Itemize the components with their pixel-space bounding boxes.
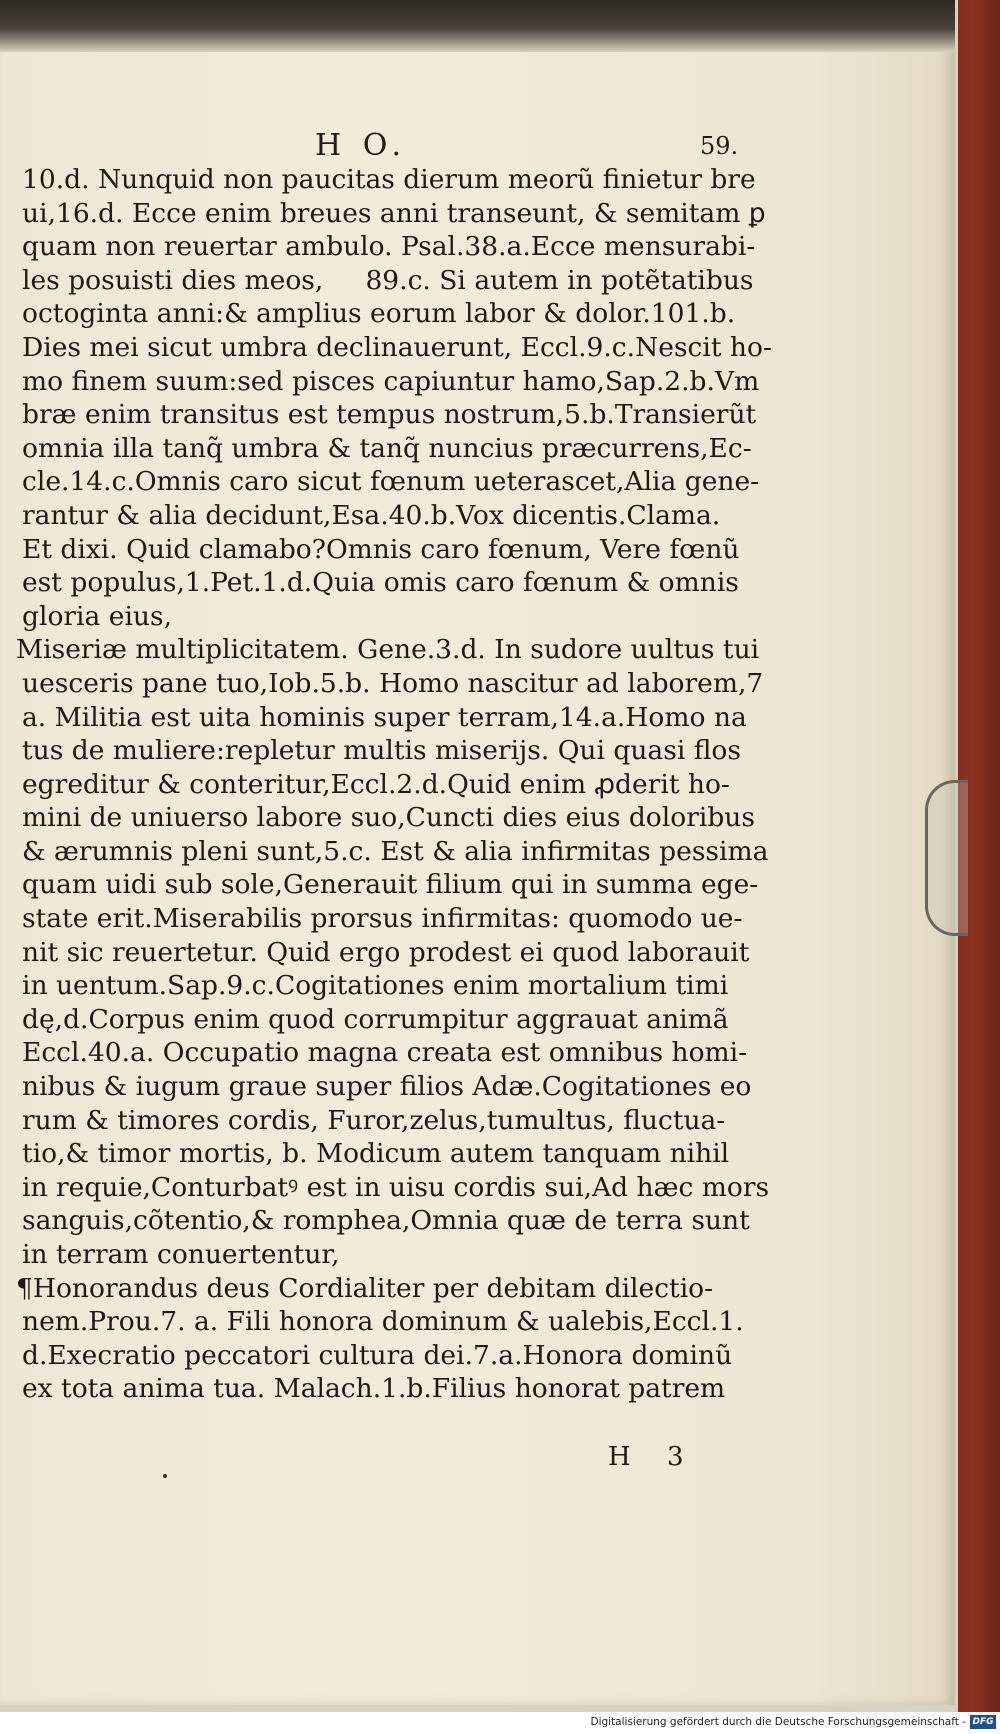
text-line: nit sic reuertetur. Quid ergo prodest ei quod laborauit [22,936,750,968]
dfg-logo: DFG [970,1715,996,1729]
digitization-credit: Digitalisierung gefördert durch die Deutsche Forschungsgemeinschaft - [590,1716,966,1728]
ink-dot [163,1474,167,1478]
text-line: uesceris pane tuo,Iob.5.b. Homo nascitur ad laborem,7 [22,667,764,699]
text-line: Eccl.40.a. Occupatio magna creata est omnibus homi- [22,1037,748,1069]
text-line: quam non reuertar ambulo. Psal.38.a.Ecce mensurabi- [22,231,756,263]
text-line: d.Execratio peccatori cultura dei.7.a.Honora dominũ [22,1339,733,1371]
text-line: cle.14.c.Omnis caro sicut fœnum ueterascet,Alia gene- [22,466,760,498]
text-line: mini de uniuerso labore suo,Cuncti dies eius doloribus [22,802,755,834]
text-line: Et dixi. Quid clamabo?Omnis caro fœnum, Vere fœnũ [22,533,740,565]
text-line: omnia illa tanq̃ umbra & tanq̃ nuncius præcurrens,Ec- [22,432,752,464]
text-line: & ærumnis pleni sunt,5.c. Est & alia infirmitas pessima [22,835,769,867]
running-head: H O. [315,128,408,163]
previous-page-shadow [0,0,955,52]
text-line: octoginta anni:& amplius eorum labor & dolor.101.b. [22,298,736,330]
text-line: in uentum.Sap.9.c.Cogitationes enim mortalium timi [22,970,729,1002]
page-body [16,163,797,1406]
page-number: 59. [700,132,739,160]
signature-mark: H 3 [608,1442,698,1472]
text-line: tio,& timor mortis, b. Modicum autem tanquam nihil [22,1138,730,1170]
page-header [0,128,955,168]
text-line: Miseriæ multiplicitatem. Gene.3.d. In sudore uultus tui [16,634,760,666]
text-line: nem.Prou.7. a. Fili honora dominum & ualebis,Eccl.1. [22,1306,744,1338]
text-line: sanguis,cõtentio,& romphea,Omnia quæ de terra sunt [22,1205,750,1237]
text-line: tus de muliere:repletur multis miserijs. Qui quasi flos [22,735,741,767]
text-line: gloria eius, [22,600,173,632]
text-line: dę,d.Corpus enim quod corrumpitur aggrauat animã [22,1003,729,1035]
text-line: state erit.Miserabilis prorsus infirmitas: quomodo ue- [22,903,743,935]
text-line: nibus & iugum graue super filios Adæ.Cogitationes eo [22,1071,752,1103]
text-line: Dies mei sicut umbra declinauerunt, Eccl.9.c.Nescit ho- [22,331,772,363]
text-line: quam uidi sub sole,Generauit filium qui in summa ege- [22,869,759,901]
text-line: rantur & alia decidunt,Esa.40.b.Vox dicentis.Clama. [22,499,721,531]
text-line: rum & timores cordis, Furor,zelus,tumultus, fluctua- [22,1104,726,1136]
text-line: ui,16.d. Ecce enim breues anni transeunt, & semitam ꝑ [22,197,766,229]
text-line: est populus,1.Pet.1.d.Quia omis caro fœnum & omnis [22,567,739,599]
text-line: egreditur & conteritur,Eccl.2.d.Quid enim ꝓderit ho- [22,768,730,800]
text-line: in requie,Conturbatꝰ est in uisu cordis sui,Ad hæc mors [22,1171,770,1203]
page-clip [925,780,968,936]
text-line: 10.d. Nunquid non paucitas dierum meorũ finietur bre [22,164,756,195]
text-line: a. Militia est uita hominis super terram,14.a.Homo na [22,701,747,733]
text-line: ¶Honorandus deus Cordialiter per debitam dilectio- [16,1272,714,1304]
text-line: ex tota anima tua. Malach.1.b.Filius honorat patrem [22,1373,726,1405]
text-line: in terram conuertentur, [22,1239,340,1270]
text-line: les posuisti dies meos, 89.c. Si autem in potẽtatibus [22,264,754,296]
text-line: bræ enim transitus est tempus nostrum,5.b.Transierũt [22,399,757,431]
text-line: mo finem suum:sed pisces capiuntur hamo,Sap.2.b.Vm [22,365,760,397]
